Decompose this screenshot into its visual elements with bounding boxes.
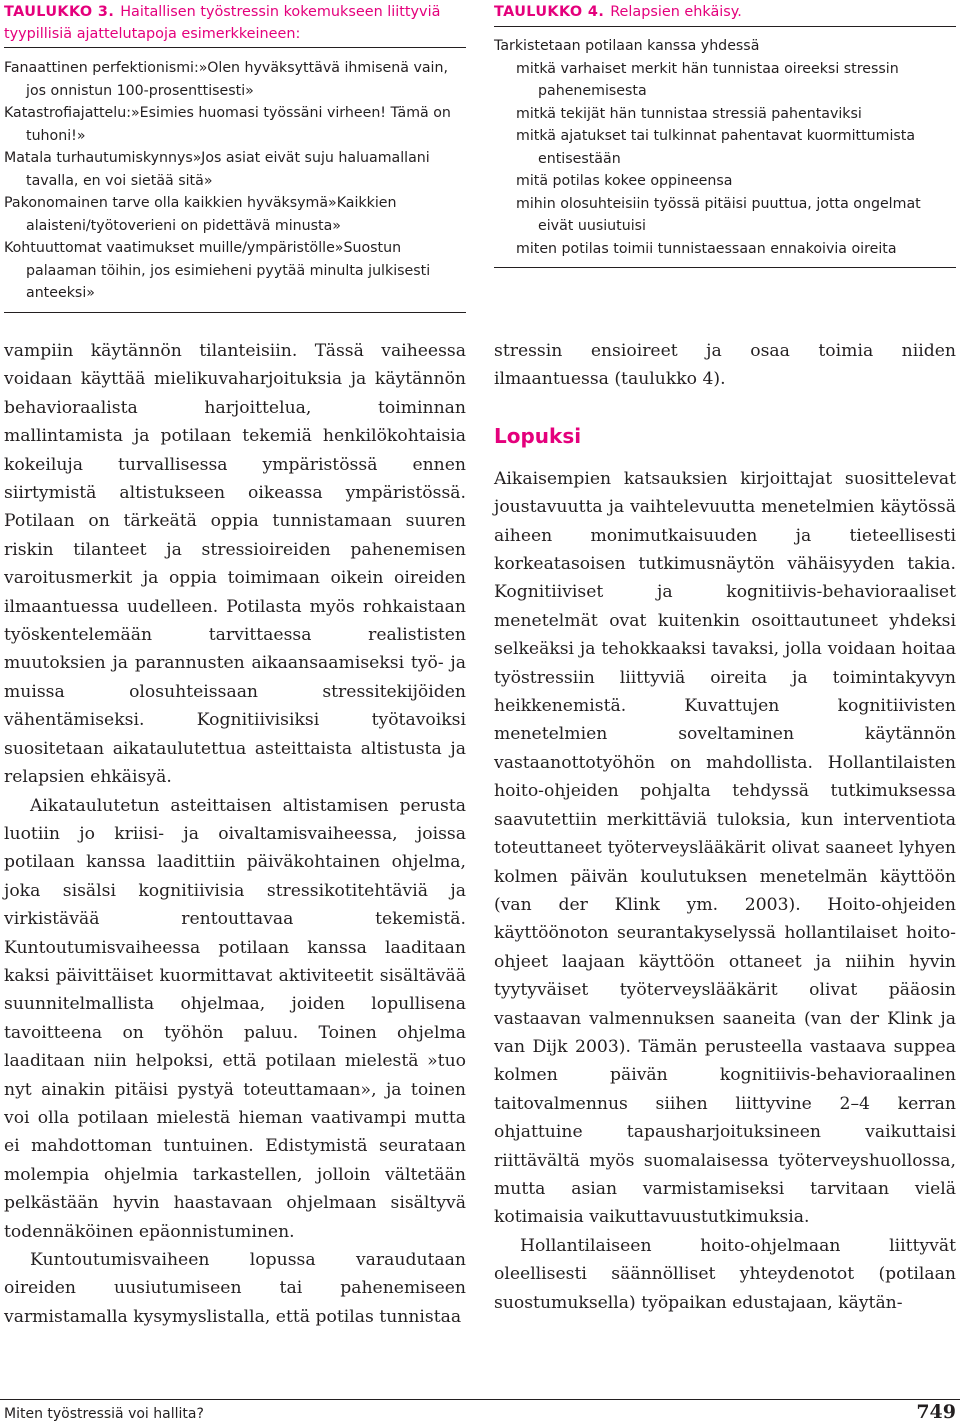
table-3-entry: Kohtuuttomat vaatimukset muille/ympäristölle»Suostun palaaman töihin, jos esimieheni pyytää minulta julkisesti anteeksi»	[4, 240, 431, 301]
table-3	[4, 0, 466, 313]
table-4-item: mitkä varhaiset merkit hän tunnistaa oireeksi stressin pahenemisesta	[516, 60, 899, 99]
body-paragraph: Aikataulutetun asteittaisen altistamisen perusta luotiin jo kriisi- ja oivaltamisvaiheessa, joissa potilaan kanssa laadittiin päiväkohtainen ohjelma, joka sisälsi kognitiivisia stressikotitehtäviä ja virkistävää rentouttavaa tekemistä. Kuntoutumisvaiheessa potilaan kanssa laaditaan kaksi päivittäiset kuormittavat aktiviteetit sisältävää suunnitelmallista ohjelmaa, joiden lopullisena tavoitteena on työhön paluu. Toinen ohjelma laaditaan niin helpoksi, että potilaan mielestä »tuo nyt ainakin pitäisi pystyä toteuttamaan», ja toinen voi olla potilaan mielestä hieman vaativampi mutta ei mahdottoman tuntuinen. Edistymistä seurataan molempia ohjelmia tarkastellen, jolloin vältetään pelkästään hyvin haastavaan ohjelmaan sisältyvä todennäköinen epäonnistuminen.	[4, 795, 466, 1242]
table-4-item: miten potilas toimii tunnistaessaan ennakoivia oireita	[516, 240, 897, 257]
table-3-top-rule	[4, 47, 466, 48]
table-3-entry: Pakonomainen tarve olla kaikkien hyväksymä»Kaikkien alaisteni/työtoverieni on pidettävä minusta»	[4, 195, 397, 234]
body-paragraph: Kuntoutumisvaiheen lopussa varaudutaan oireiden uusiutumiseen tai pahenemiseen varmistamalla kysymyslistalla, että potilas tunnistaa	[4, 1250, 466, 1327]
footer-rule	[0, 1399, 960, 1400]
table-4-item: mihin olosuhteisiin työssä pitäisi puuttua, jotta ongelmat eivät uusiutuisi	[516, 195, 921, 234]
table-3-title	[4, 0, 466, 45]
body-paragraph: Aikaisempien katsauksien kirjoittajat suosittelevat joustavuutta ja vaihtelevuutta menetelmien käytössä aiheen monimutkaisuuden ja tieteellisesti korkeatasoisen tutkimusnäytön vähäisyyden takia. Kognitiiviset ja kognitiivis-behavioraaliset menetelmät ovat kuitenkin osoittautuneet yhdeksi selkeäksi ja tehokkaaksi tavaksi, jolla voidaan hoitaa työstressiin liittyviä oireita ja toimintakyvyn heikkenemistä. Kuvattujen kognitiivisten menetelmien soveltaminen käytännön vastaanottotyöhön on mahdollista. Hollantilaisten hoito-ohjeiden pohjalta tehdyssä tutkimuksessa saavutettiin merkittäviä tuloksia, kun interventiota toteuttaneet työterveyslääkärit olivat saaneet lyhyen kolmen päivän koulutuksen menetelmän käyttöön (van der Klink ym. 2003). Hoito-ohjeiden käyttöönoton seurantakyselyssä hollantilaiset hoito-ohjeet laajaan käyttöön ottaneet ja niihin hyvin tyytyväiset työterveyslääkärit olivat pääosin vastaavan valmennuksen saaneita (van der Klink ja van Dijk 2003). Tämän perusteella vastaava suppea kolmen päivän kognitiivis-behavioraalinen taitovalmennus siihen liittyvine 2–4 kerran ohjattuine tapausharjoituksineen vaikuttaisi riittävältä myös suomalaisessa työterveyshuollossa, mutta asian varmistamiseksi tarvitaan vielä kotimaisia vaikuttavuustutkimuksia.	[494, 468, 956, 1228]
table-4-caption: Relapsien ehkäisy.	[610, 4, 742, 20]
body-paragraph: vampiin käytännön tilanteisiin. Tässä vaiheessa voidaan käyttää mielikuvaharjoituksia ja käytännön behavioraalista harjoittelua, toiminnan mallintamista ja potilaan tekemiä henkilökohtaisia kokeiluja turvallisessa ympäristössä ennen siirtymistä altistukseen oikeassa ympäristössä. Potilaan on tärkeätä oppia tunnistamaan suuren riskin tilanteet ja stressioireiden pahenemisen varoitusmerkit ja oppia toimimaan oikein oireiden ilmaantuessa uudelleen. Potilasta myös rohkaistaan työskentelemään tarvittaessa realististen muutoksien ja parannusten aikaansaamiseksi työ- ja muissa olosuhteissaan stressitekijöiden vähentämiseksi. Kognitiivisiksi työtavoiksi suositetaan aikataulutettua asteittaista altistusta ja relapsien ehkäisyä.	[4, 341, 466, 788]
table-3-entry: Katastrofiajattelu:»Esimies huomasi työssäni virheen! Tämä on tuhoni!»	[4, 105, 451, 144]
table-4	[494, 0, 956, 268]
table-4-title	[494, 0, 956, 23]
section-heading: Lopuksi	[494, 423, 582, 448]
table-4-item: mitä potilas kokee oppineensa	[516, 173, 733, 189]
left-text-column	[4, 337, 466, 1331]
table-4-top-rule	[494, 26, 956, 27]
table-3-label: TAULUKKO 3.	[4, 4, 115, 20]
table-4-intro: Tarkistetaan potilaan kanssa yhdessä	[494, 38, 760, 54]
running-title: Miten työstressiä voi hallita?	[4, 1406, 204, 1422]
table-4-bottom-rule	[494, 267, 956, 268]
body-paragraph: stressin ensioireet ja osaa toimia niiden ilmaantuessa (taulukko 4).	[494, 341, 956, 390]
body-paragraph: Hollantilaiseen hoito-ohjelmaan liittyvät oleellisesti säännölliset yhteydenotot (potilaan suostumuksella) työpaikan edustajaan, käytän-	[494, 1235, 956, 1313]
table-3-caption: Haitallisen työstressin kokemukseen liittyviä tyypillisiä ajattelutapoja esimerkkeineen:	[4, 4, 441, 42]
right-text-column	[494, 337, 956, 1317]
table-4-label: TAULUKKO 4.	[494, 4, 605, 20]
page-number: 749	[916, 1401, 956, 1423]
table-3-entry: Fanaattinen perfektionismi:»Olen hyväksyttävä ihmisenä vain, jos onnistun 100-prosenttisesti»	[4, 60, 448, 99]
table-3-bottom-rule	[4, 312, 466, 313]
table-4-item: mitkä ajatukset tai tulkinnat pahentavat kuormittumista entisestään	[516, 128, 916, 167]
table-3-entry: Matala turhautumiskynnys»Jos asiat eivät suju haluamallani tavalla, en voi sietää sitä»	[4, 150, 430, 189]
table-4-item: mitkä tekijät hän tunnistaa stressiä pahentaviksi	[516, 105, 862, 122]
